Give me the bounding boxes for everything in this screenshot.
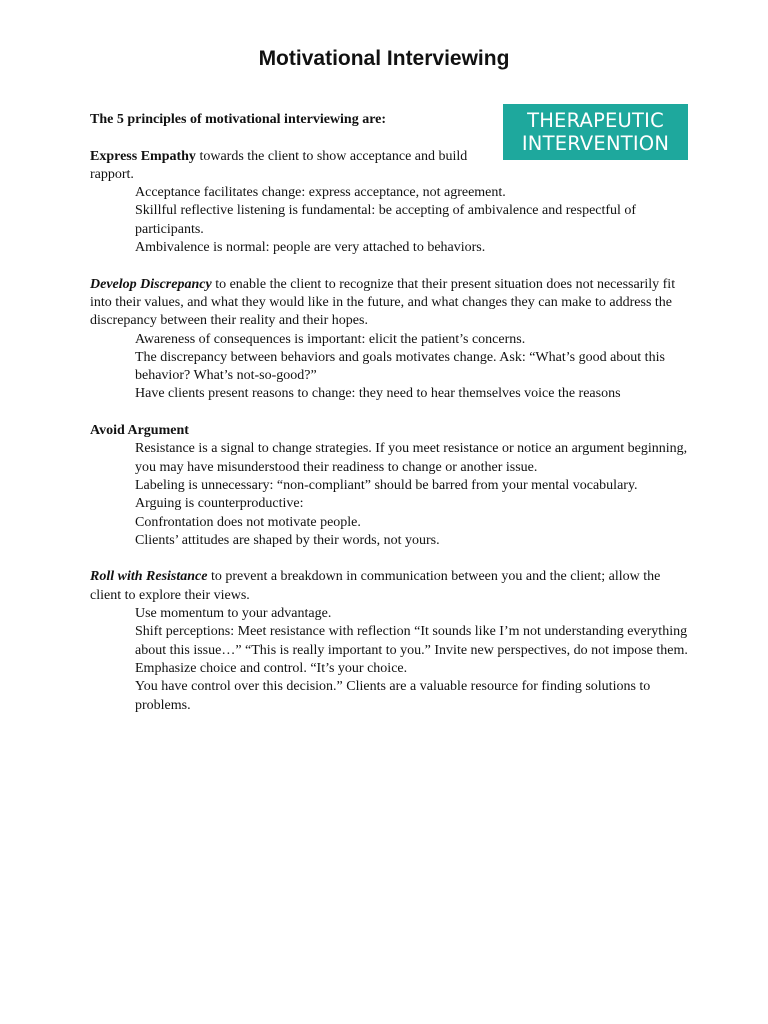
section-roll-with-resistance — [90, 568, 690, 714]
section-heading: Avoid Argument — [90, 423, 189, 439]
list-item: Acceptance facilitates change: express acceptance, not agreement. — [135, 185, 506, 201]
intro-heading: The 5 principles of motivational interviewing are: — [90, 112, 387, 127]
list-item: The discrepancy between behaviors and goals motivates change. Ask: “What’s good about this behavior? What’s not-so-good?” — [135, 349, 665, 384]
logo-line-1: THERAPEUTIC — [527, 109, 664, 132]
section-heading: Express Empathy — [90, 148, 196, 164]
section-lead — [90, 148, 490, 185]
section-heading: Develop Discrepancy — [90, 276, 212, 292]
section-lead — [90, 568, 690, 605]
section-heading: Roll with Resistance — [90, 569, 208, 585]
section-lead-text: to prevent a breakdown in communication between you and the client; allow the client to explore their views. — [90, 569, 661, 603]
list-item: Ambivalence is normal: people are very attached to behaviors. — [135, 240, 486, 256]
list-item: Have clients present reasons to change: they need to hear themselves voice the reasons — [135, 386, 621, 402]
section-avoid-argument — [90, 422, 690, 550]
list-item: Resistance is a signal to change strategies. If you meet resistance or notice an argument beginning, you may have misunderstood their readiness to change or another issue. — [135, 441, 688, 475]
list-item: Emphasize choice and control. “It’s your choice. — [135, 660, 408, 676]
page-title: Motivational Interviewing — [258, 47, 510, 70]
section-develop-discrepancy — [90, 276, 690, 404]
list-item: Awareness of consequences is important: elicit the patient’s concerns. — [135, 331, 526, 347]
section-express-empathy — [90, 148, 690, 258]
section-lead-text: towards the client to show acceptance and build rapport. — [90, 148, 468, 182]
list-item: Shift perceptions: Meet resistance with reflection “It sounds like I’m not understanding everything about this issue…” “This is really important to you.” Invite new perspectives, do not impose them. — [135, 624, 688, 658]
list-item: Arguing is counterproductive: — [135, 496, 304, 512]
list-item: You have control over this decision.” Clients are a valuable resource for finding solutions to problems. — [135, 679, 651, 713]
section-lead — [90, 276, 690, 331]
logo-line-2: INTERVENTION — [521, 132, 670, 155]
list-item: Skillful reflective listening is fundamental: be accepting of ambivalence and respectful of participants. — [135, 203, 637, 237]
document-body — [90, 111, 690, 715]
list-item: Use momentum to your advantage. — [135, 606, 332, 622]
section-lead-text: to enable the client to recognize that their present situation does not necessarily fit into their values, and what they would like in the future, and what changes they can make to address the discrepancy between their reality and their hopes. — [90, 276, 676, 329]
section-lead — [90, 422, 690, 440]
list-item: Confrontation does not motivate people. — [135, 514, 361, 530]
list-item: Labeling is unnecessary: “non-compliant” should be barred from your mental vocabulary. — [135, 477, 638, 493]
list-item: Clients’ attitudes are shaped by their words, not yours. — [135, 532, 440, 548]
